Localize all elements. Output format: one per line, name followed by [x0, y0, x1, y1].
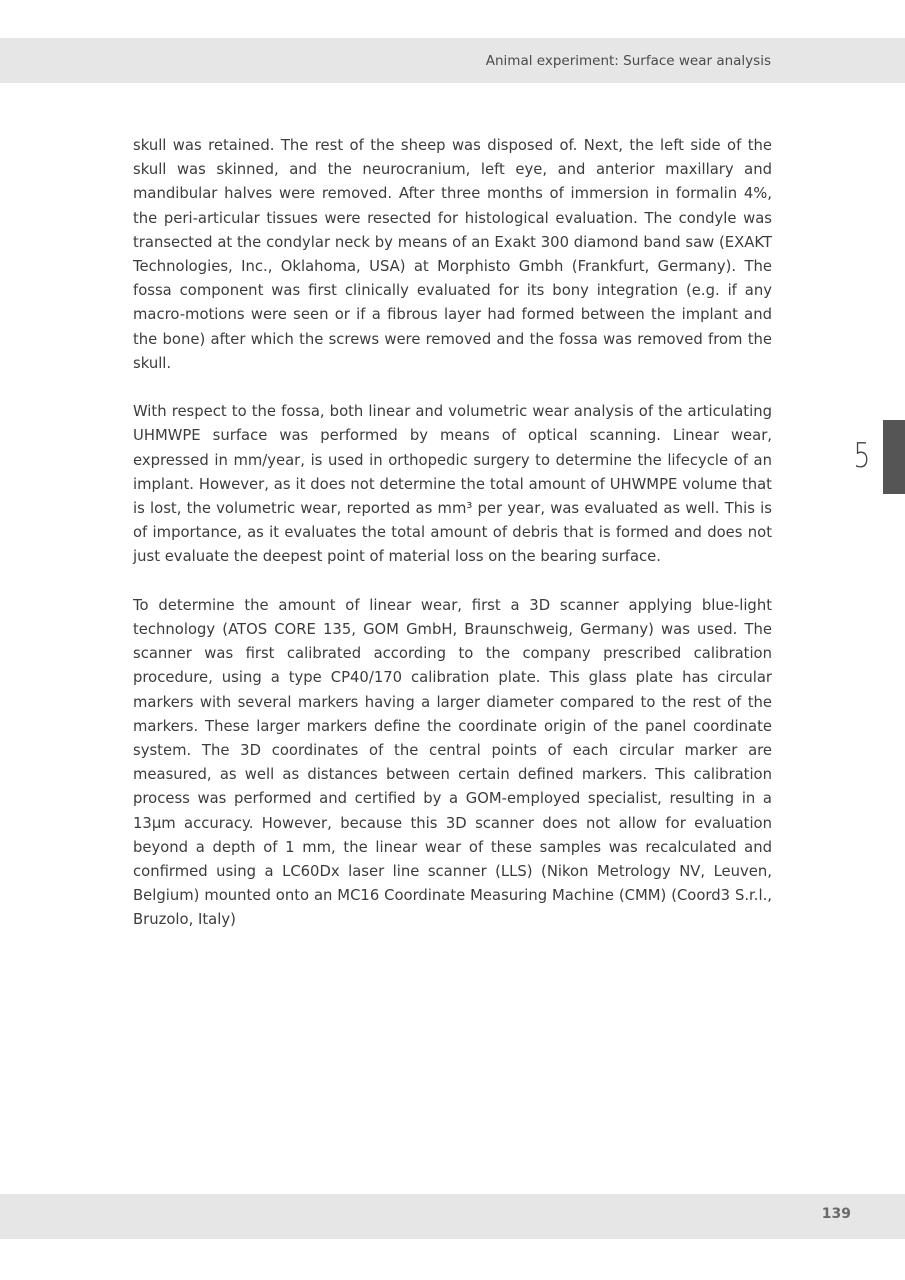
- body-text: [133, 134, 772, 957]
- paragraph-2: With respect to the fossa, both linear and volumetric wear analysis of the articulating UHMWPE surface was performed by means of optical scanning. Linear wear, expressed in mm/year, is used in orthopedic surgery to determine the lifecycle of an implant. However, as it does not determine the total amount of UHWMPE volume that is lost, the volumetric wear, reported as mm³ per year, was evaluated as well. This is of importance, as it evaluates the total amount of debris that is formed and does not just evaluate the deepest point of material loss on the bearing surface.: [133, 403, 772, 566]
- page-number: 139: [821, 1206, 851, 1222]
- paragraph-3: To determine the amount of linear wear, first a 3D scanner applying blue-light technology (ATOS CORE 135, GOM GmbH, Braunschweig, Germany) was used. The scanner was first calibrated according to the company prescribed calibration procedure, using a type CP40/170 calibration plate. This glass plate has circular markers with several markers having a larger diameter compared to the rest of the markers. These larger markers define the coordinate origin of the panel coordinate system. The 3D coordinates of the central points of each circular marker are measured, as well as distances between certain defined markers. This calibration process was performed and certified by a GOM-employed specialist, resulting in a 13µm accuracy. However, because this 3D scanner does not allow for evaluation beyond a depth of 1 mm, the linear wear of these samples was recalculated and confirmed using a LC60Dx laser line scanner (LLS) (Nikon Metrology NV, Leuven, Belgium) mounted onto an MC16 Coordinate Measuring Machine (CMM) (Coord3 S.r.l., Bruzolo, Italy): [133, 596, 772, 929]
- paragraph-1: skull was retained. The rest of the sheep was disposed of. Next, the left side of the skull was skinned, and the neurocranium, left eye, and anterior maxillary and mandibular halves were removed. After three months of immersion in formalin 4%, the peri-articular tissues were resected for histological evaluation. The condyle was transected at the condylar neck by means of an Exakt 300 diamond band saw (EXAKT Technologies, Inc., Oklahoma, USA) at Morphisto Gmbh (Frankfurt, Germany). The fossa component was first clinically evaluated for its bony integration (e.g. if any macro-motions were seen or if a fibrous layer had formed between the implant and the bone) after which the screws were removed and the fossa was removed from the skull.: [133, 137, 772, 372]
- running-title: Animal experiment: Surface wear analysis: [485, 53, 771, 69]
- chapter-tab: [883, 420, 905, 494]
- footer-band: [0, 1194, 905, 1239]
- chapter-number: 5: [853, 436, 871, 476]
